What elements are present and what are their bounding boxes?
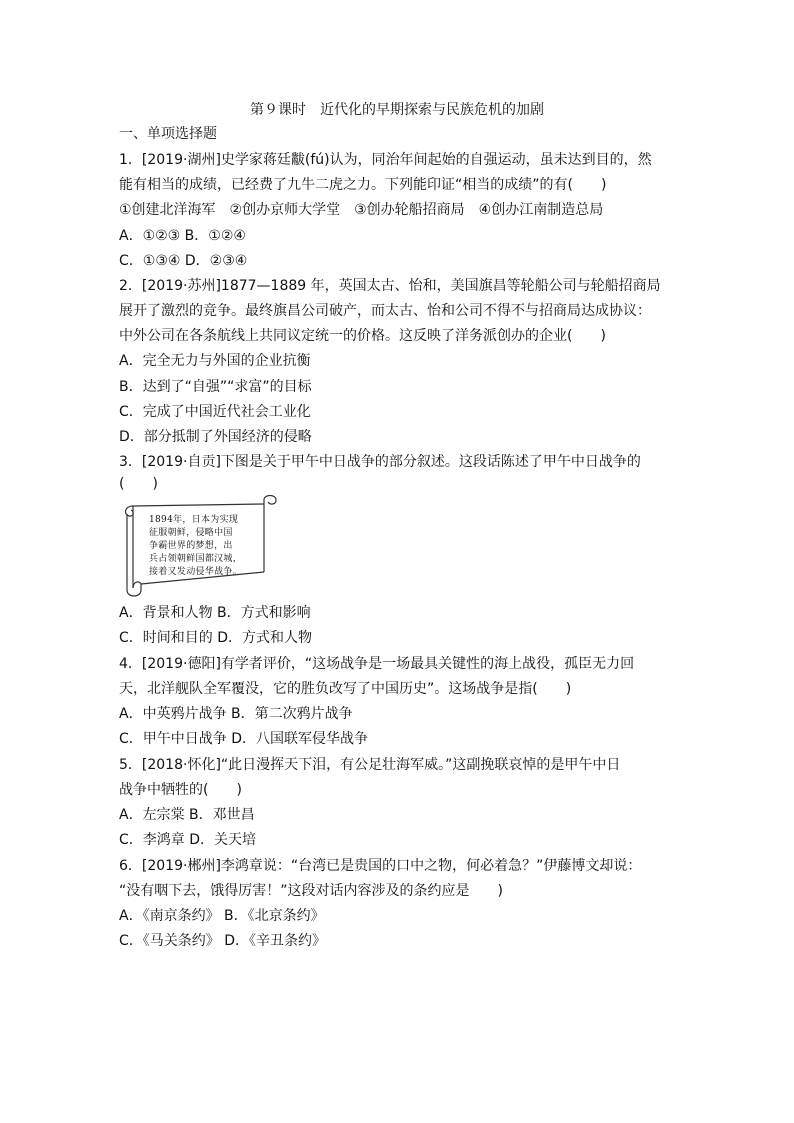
q2-stem-line2: 展开了激烈的竞争。最终旗昌公司破产，而太古、怡和公司不得不与招商局达成协议： <box>119 303 651 319</box>
q1-stem-line1: 1．[2019·湖州]史学家蒋廷黻(fú)认为，同治年间起始的自强运动，虽未达到目的，然 <box>119 152 652 168</box>
q1-stem-line2: 能有相当的成绩，已经费了九牛二虎之力。下列能印证“相当的成绩”的有( ) <box>119 177 607 193</box>
q4-options-cd: C．甲午中日战争 D．八国联军侵华战争 <box>119 731 369 747</box>
q3-options-cd: C．时间和目的 D．方式和人物 <box>119 630 313 646</box>
scroll-text: 1894年，日本为实现 征服朝鲜，侵略中国 争霸世界的梦想，出 兵占领朝鲜国都汉城， 接着又发动侵华战争。 <box>149 515 243 577</box>
q6-stem-line1: 6．[2019·郴州]李鸿章说：“台湾已是贵国的口中之物，何必着急？”伊藤博文却说： <box>119 858 642 874</box>
scroll-illustration <box>119 492 281 600</box>
q2-stem-line1: 2．[2019·苏州]1877—1889 年，英国太古、怡和，美国旗昌等轮船公司与轮船招商局 <box>119 278 661 294</box>
q6-options-ab: A．《南京条约》 B．《北京条约》 <box>119 908 325 924</box>
q2-option-a: A．完全无力与外国的企业抗衡 <box>119 353 311 369</box>
q6-options-cd: C．《马关条约》 D．《辛丑条约》 <box>119 933 327 949</box>
q5-stem-line2: 战争中牺牲的( ) <box>119 782 242 798</box>
q1-options-cd: C．①③④ D．②③④ <box>119 253 248 269</box>
q4-stem-line2: 天，北洋舰队全军覆没，它的胜负改写了中国历史”。这场战争是指( ) <box>119 681 572 697</box>
q3-stem-line1: 3．[2019·自贡]下图是关于甲午中日战争的部分叙述。这段话陈述了甲午中日战争的 <box>119 454 641 470</box>
q2-option-b: B．达到了“自强”“求富”的目标 <box>119 379 312 395</box>
q5-options-cd: C．李鸿章 D．关天培 <box>119 832 257 848</box>
q3-stem-line2: ( ) <box>119 476 158 492</box>
q1-items: ①创建北洋海军 ②创办京师大学堂 ③创办轮船招商局 ④创办江南制造总局 <box>119 202 604 218</box>
q5-stem-line1: 5．[2018·怀化]“此日漫挥天下泪，有公足壮海军威。”这副挽联哀悼的是甲午中日 <box>119 757 621 773</box>
q6-stem-line2: “没有咽下去，饿得厉害！”这段对话内容涉及的条约应是 ) <box>119 883 503 899</box>
q5-options-ab: A．左宗棠 B．邓世昌 <box>119 807 255 823</box>
q2-option-c: C．完成了中国近代社会工业化 <box>119 404 311 420</box>
q4-stem-line1: 4．[2019·德阳]有学者评价，“这场战争是一场最具关键性的海上战役，孤臣无力回 <box>119 656 635 672</box>
q4-options-ab: A．中英鸦片战争 B．第二次鸦片战争 <box>119 706 353 722</box>
q2-option-d: D．部分抵制了外国经济的侵略 <box>119 429 312 445</box>
section-heading: 一、单项选择题 <box>119 126 217 142</box>
q2-stem-line3: 中外公司在各条航线上共同议定统一的价格。这反映了洋务派创办的企业( ) <box>119 328 606 344</box>
q3-options-ab: A．背景和人物 B．方式和影响 <box>119 605 311 621</box>
q1-options-ab: A．①②③ B．①②④ <box>119 228 246 244</box>
page-title: 第９课时 近代化的早期探索与民族危机的加剧 <box>250 102 544 118</box>
